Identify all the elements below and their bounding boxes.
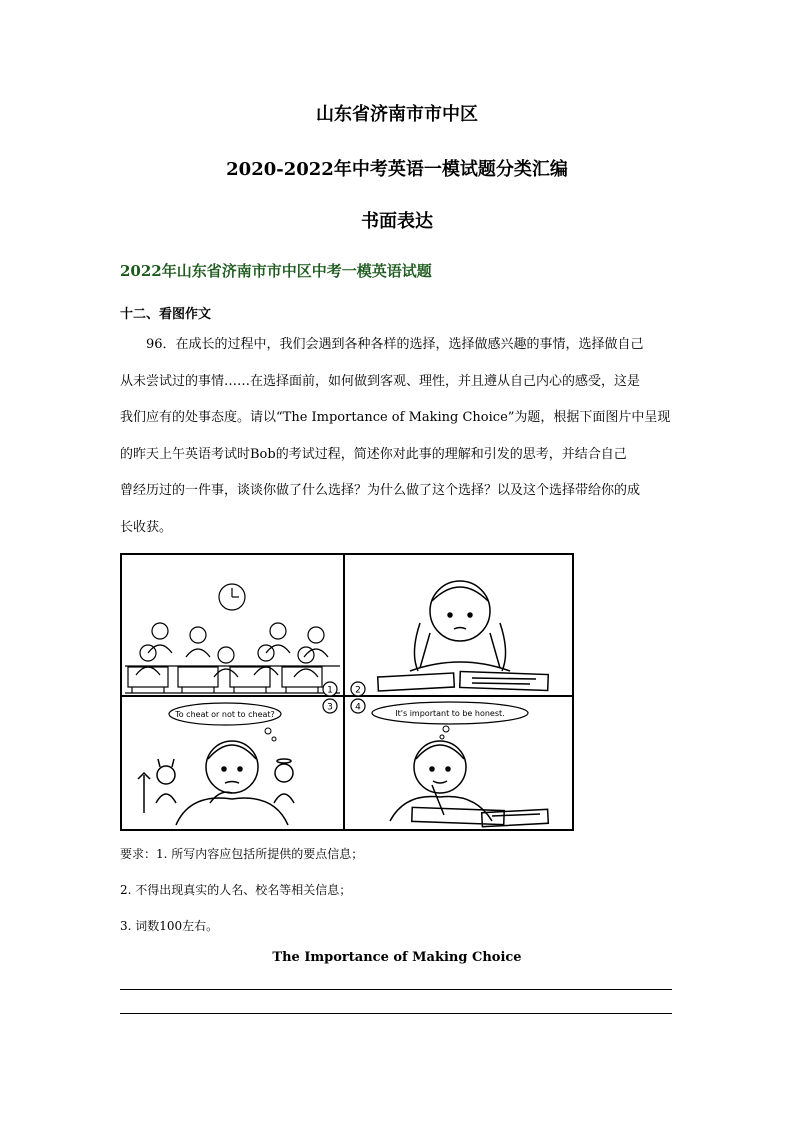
requirement-1: 要求：1. 所写内容应包括所提供的要点信息； [120,847,364,861]
para-line: 从未尝试过的事情……在选择面前，如何做到客观、理性，并且遵从自己内心的感受，这是 [120,373,641,389]
doc-title-region: 山东省济南市市中区 [316,104,478,125]
answer-line[interactable] [120,989,672,990]
doc-title-years: 2020-2022年中考英语一模试题分类汇编 [226,159,568,180]
essay-title: The Importance of Making Choice [272,950,522,965]
bubble-4-text: It's important to be honest. [395,709,505,718]
panel-number-2: 2 [355,685,361,696]
panel-number-3: 3 [327,702,333,713]
comic-illustration [120,553,574,831]
question-paragraph [120,327,680,546]
part-heading: 十二、看图作文 [120,307,212,322]
para-line: 的昨天上午英语考试时Bob的考试过程，简述你对此事的理解和引发的思考，并结合自己 [120,446,627,462]
comic-frame [121,554,573,830]
para-line: 我们应有的处事态度。请以“The Importance of Making Choice”为题，根据下面图片中呈现 [120,410,671,425]
para-line: 曾经历过的一件事，谈谈你做了什么选择？为什么做了这个选择？以及这个选择带给你的成 [120,483,641,498]
answer-line[interactable] [120,1013,672,1014]
para-line: 长收获。 [120,519,173,535]
doc-title-topic: 书面表达 [361,211,433,232]
panel-number-4: 4 [355,702,361,713]
panel-number-1: 1 [327,685,333,696]
bubble-3-text: To cheat or not to cheat? [175,710,275,719]
exam-section-heading: 2022年山东省济南市市中区中考一模英语试题 [120,262,432,280]
para-line: 96．在成长的过程中，我们会遇到各种各样的选择，选择做感兴趣的事情，选择做自己 [146,337,644,352]
requirement-3: 3. 词数100左右。 [120,919,219,933]
requirement-2: 2. 不得出现真实的人名、校名等相关信息； [120,883,352,897]
